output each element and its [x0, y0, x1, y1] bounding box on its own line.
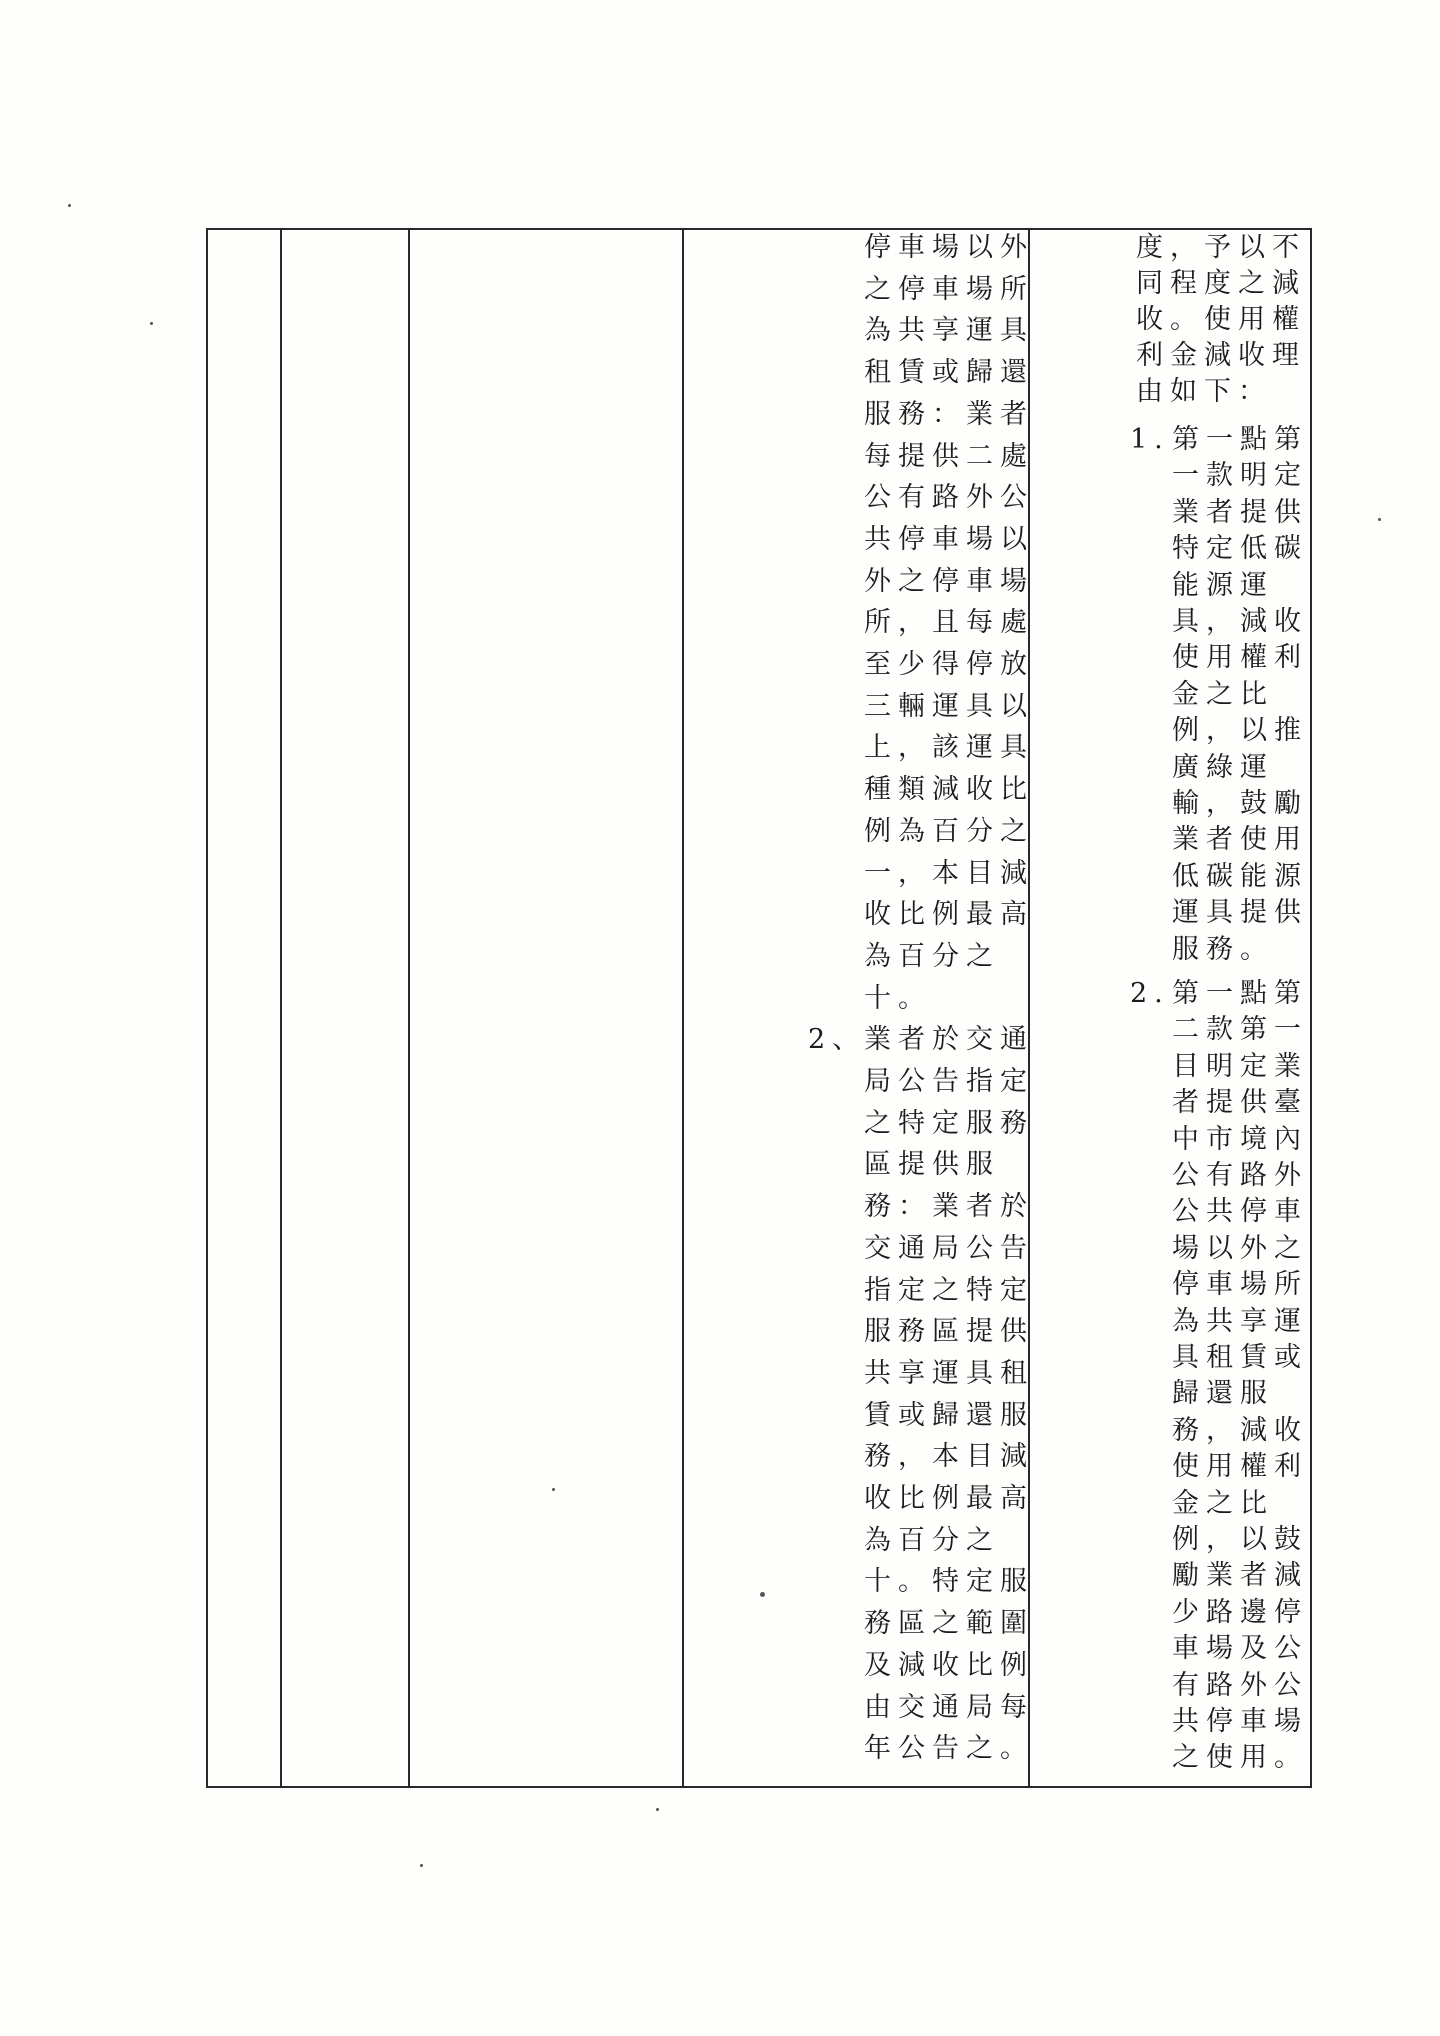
- table-cell-line: 務：業者於: [864, 1191, 1034, 1223]
- table-cell-line: 服務：業者: [864, 398, 1034, 430]
- list-item-number: 2.: [1130, 978, 1170, 1009]
- table-cell-line: 能源運: [1172, 569, 1274, 601]
- table-cell-line: 收。使用權: [1136, 304, 1306, 335]
- table-cell-line: 之特定服務: [864, 1107, 1034, 1139]
- table-cell-line: 使用權利: [1172, 642, 1308, 674]
- table-cell-line: 租賃或歸還: [864, 357, 1034, 389]
- table-cell-line: 例為百分之: [864, 815, 1034, 847]
- table-cell-line: 之停車場所: [864, 273, 1034, 305]
- table-cell-line: 公共停車: [1172, 1196, 1308, 1228]
- table-cell-line: 公有路外: [1172, 1160, 1308, 1191]
- table-cell-line: 廣綠運: [1172, 751, 1274, 783]
- table-cell-line: 者提供臺: [1172, 1087, 1308, 1119]
- table-cell-line: 為百分之: [864, 940, 1000, 972]
- table-cell-line: 指定之特定: [864, 1274, 1034, 1306]
- table-cell-line: 為共享運: [1172, 1305, 1308, 1337]
- scan-speck: [552, 1488, 555, 1491]
- table-cell-line: 外之停車場: [864, 565, 1034, 597]
- table-cell-line: 共享運具租: [864, 1357, 1034, 1389]
- table-cell-line: 上，該運具: [864, 732, 1034, 764]
- table-cell-line: 由交通局每: [864, 1691, 1034, 1723]
- table-cell-line: 服務區提供: [864, 1316, 1034, 1348]
- table-cell-line: 金之比: [1172, 1487, 1274, 1519]
- table-cell-line: 例，以鼓: [1172, 1524, 1308, 1555]
- scan-speck: [656, 1808, 659, 1811]
- table-cell-line: 十。: [864, 982, 932, 1014]
- table-cell-line: 金之比: [1172, 678, 1274, 710]
- table-cell-line: 車場及公: [1172, 1633, 1308, 1665]
- table-cell-line: 業者於交通: [864, 1024, 1034, 1056]
- table-cell-line: 為共享運具: [864, 315, 1034, 347]
- table-cell-line: 例，以推: [1172, 715, 1308, 747]
- table-cell-line: 業者提供: [1172, 496, 1308, 528]
- table-cell-line: 第一點第: [1172, 424, 1308, 455]
- table-cell-line: 務，本目減: [864, 1441, 1034, 1473]
- table-cell-line: 局公告指定: [864, 1066, 1034, 1097]
- table-cell-line: 至少得停放: [864, 649, 1034, 680]
- table-cell-line: 為百分之: [864, 1524, 1000, 1556]
- table-cell-line: 服務。: [1172, 933, 1274, 965]
- table-cell-line: 收比例最高: [864, 1483, 1034, 1514]
- table-cell-line: 區提供服: [864, 1149, 1000, 1181]
- table-cell-line: 業者使用: [1172, 824, 1308, 856]
- table-cell-line: 每提供二處: [864, 440, 1034, 472]
- scan-speck: [150, 322, 153, 325]
- table-cell-line: 一，本目減: [864, 857, 1034, 889]
- table-cell-line: 場以外之: [1172, 1232, 1308, 1264]
- list-item-number: 1.: [1130, 424, 1170, 455]
- table-cell-line: 十。特定服: [864, 1566, 1034, 1598]
- table-cell-line: 賃或歸還服: [864, 1399, 1034, 1431]
- table-cell-line: 具，減收: [1172, 606, 1308, 637]
- table-cell-line: 共停車場: [1172, 1706, 1308, 1737]
- table-cell-line: 停車場以外: [864, 232, 1034, 263]
- table-cell-line: 有路外公: [1172, 1669, 1308, 1701]
- table-cell-line: 利金減收理: [1136, 340, 1306, 371]
- table-cell-line: 度，予以不: [1136, 232, 1306, 263]
- table-cell-line: 使用權利: [1172, 1451, 1308, 1483]
- table-cell-line: 年公告之。: [864, 1733, 1034, 1765]
- table-cell-line: 種類減收比: [864, 774, 1034, 806]
- table-cell-line: 勵業者減: [1172, 1560, 1308, 1592]
- table-cell-line: 一款明定: [1172, 460, 1308, 492]
- table-cell-line: 低碳能源: [1172, 860, 1308, 892]
- table-cell-line: 三輛運具以: [864, 690, 1034, 722]
- table-cell-line: 務區之範圍: [864, 1608, 1034, 1640]
- table-column-3: [410, 230, 682, 1786]
- table-cell-line: 第一點第: [1172, 978, 1308, 1009]
- table-cell-line: 歸還服: [1172, 1378, 1274, 1410]
- table-cell-line: 少路邊停: [1172, 1596, 1308, 1628]
- scan-speck: [68, 204, 71, 207]
- table-cell-line: 具租賃或: [1172, 1342, 1308, 1373]
- scan-speck: [420, 1864, 423, 1867]
- table-column-1: [208, 230, 280, 1786]
- table-cell-line: 中市境內: [1172, 1123, 1308, 1155]
- list-item-number: 2、: [808, 1024, 867, 1056]
- table-cell-line: 同程度之減: [1136, 268, 1306, 299]
- scan-speck: [760, 1592, 765, 1597]
- table-cell-line: 所，且每處: [864, 607, 1034, 639]
- table-column-2: [282, 230, 408, 1786]
- table-cell-line: 收比例最高: [864, 899, 1034, 931]
- table-cell-line: 二款第一: [1172, 1014, 1308, 1046]
- table-cell-line: 之使用。: [1172, 1742, 1308, 1774]
- table-cell-line: 目明定業: [1172, 1050, 1308, 1082]
- table-cell-line: 公有路外公: [864, 482, 1034, 514]
- table-cell-line: 交通局公告: [864, 1232, 1034, 1264]
- table-cell-line: 運具提供: [1172, 897, 1308, 929]
- table-cell-line: 輸，鼓勵: [1172, 788, 1308, 819]
- table-cell-line: 停車場所: [1172, 1269, 1308, 1301]
- table-cell-line: 共停車場以: [864, 523, 1034, 555]
- table-cell-line: 特定低碳: [1172, 533, 1308, 565]
- table-cell-line: 務，減收: [1172, 1414, 1308, 1446]
- table-cell-line: 及減收比例: [864, 1649, 1034, 1681]
- table-cell-line: 由如下：: [1136, 376, 1272, 407]
- scan-speck: [1378, 518, 1381, 521]
